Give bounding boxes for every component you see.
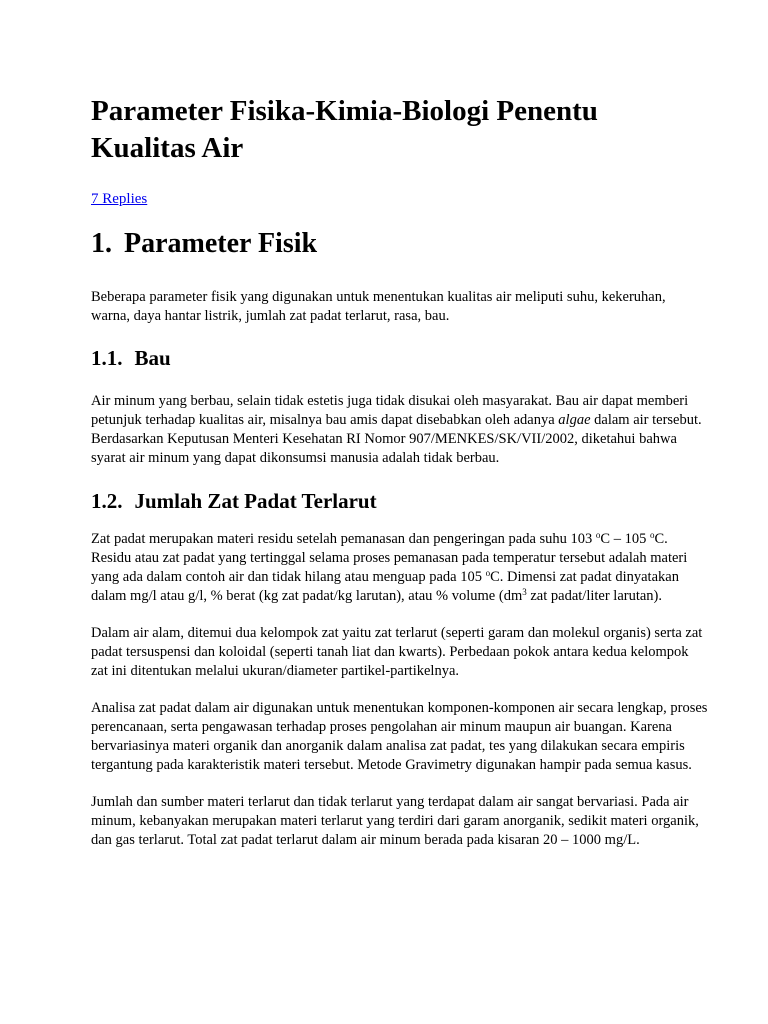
section-heading-parameter-fisik xyxy=(91,227,708,261)
superscript-degree: o xyxy=(649,530,655,540)
text-run: Air minum yang berbau, selain tidak estetis juga tidak disukai oleh masyarakat. Bau air dapat memberi petunjuk terhadap kualitas air, misalnya bau amis dapat disebabkan oleh adanya xyxy=(91,393,689,428)
subsection-heading-bau xyxy=(91,345,708,371)
superscript-degree: o xyxy=(485,568,491,578)
text-run: C – 105 xyxy=(600,531,650,547)
paragraph-zat-padat-3: Analisa zat padat dalam air digunakan untuk menentukan komponen-komponen air secara lengkap, proses perencanaan, serta pengawasan terhadap proses pengolahan air minum maupun air buangan. Karena bervariasinya materi organik dan anorganik dalam analisa zat padat, tes yang dilakukan secara empiris tergantung pada karakteristik materi tersebut. Metode Gravimetry digunakan hampir pada semua kasus. xyxy=(91,700,708,773)
replies-link[interactable]: 7 Replies xyxy=(91,191,148,207)
superscript-degree: o xyxy=(595,530,601,540)
subsection-title: Jumlah Zat Padat Terlarut xyxy=(134,489,377,513)
subsection-heading-zat-padat xyxy=(91,488,708,514)
page-title: Parameter Fisika-Kimia-Biologi Penentu Kualitas Air xyxy=(91,95,598,164)
section-title: Parameter Fisik xyxy=(124,228,318,259)
paragraph-intro: Beberapa parameter fisik yang digunakan untuk menentukan kualitas air meliputi suhu, kekeruhan, warna, daya hantar listrik, jumlah zat padat terlarut, rasa, bau. xyxy=(91,289,666,324)
subsection-number: 1.2. xyxy=(91,489,123,513)
paragraph-bau xyxy=(91,392,708,468)
subsection-number: 1.1. xyxy=(91,346,123,370)
paragraph-zat-padat-4: Jumlah dan sumber materi terlarut dan tidak terlarut yang terdapat dalam air sangat bervariasi. Pada air minum, kebanyakan merupakan materi terlarut yang terdiri dari garam anorganik, sedikit materi organik, dan gas terlarut. Total zat padat terlarut dalam air minum berada pada kisaran 20 – 1000 mg/L. xyxy=(91,794,699,848)
text-run: C. Dimensi zat padat dinyatakan dalam mg/l atau g/l, % berat (kg zat padat/kg larutan), atau % volume (dm xyxy=(91,569,679,604)
text-run: zat padat/liter larutan). xyxy=(526,588,662,604)
paragraph-zat-padat-2: Dalam air alam, ditemui dua kelompok zat yaitu zat terlarut (seperti garam dan molekul organis) serta zat padat tersuspensi dan koloidal (seperti tanah liat dan kwarts). Perbedaan pokok antara kedua kelompok zat ini ditentukan melalui ukuran/diameter partikel-partikelnya. xyxy=(91,625,703,679)
paragraph-zat-padat-1 xyxy=(91,530,708,606)
text-run: C. Residu atau zat padat yang tertinggal selama proses pemanasan pada temperatur tersebut adalah materi yang ada dalam contoh air dan tidak hilang atau menguap pada 105 xyxy=(91,531,688,585)
text-run: dalam air tersebut. Berdasarkan Keputusan Menteri Kesehatan RI Nomor 907/MENKES/SK/VII/2002, diketahui bahwa syarat air minum yang dapat dikonsumsi manusia adalah tidak berbau. xyxy=(91,412,702,466)
superscript-cubed: 3 xyxy=(522,587,527,597)
text-run: Zat padat merupakan materi residu setelah pemanasan dan pengeringan pada suhu 103 xyxy=(91,531,596,547)
subsection-title: Bau xyxy=(134,346,171,370)
section-number: 1. xyxy=(91,228,112,259)
italic-term-algae: algae xyxy=(558,412,591,428)
